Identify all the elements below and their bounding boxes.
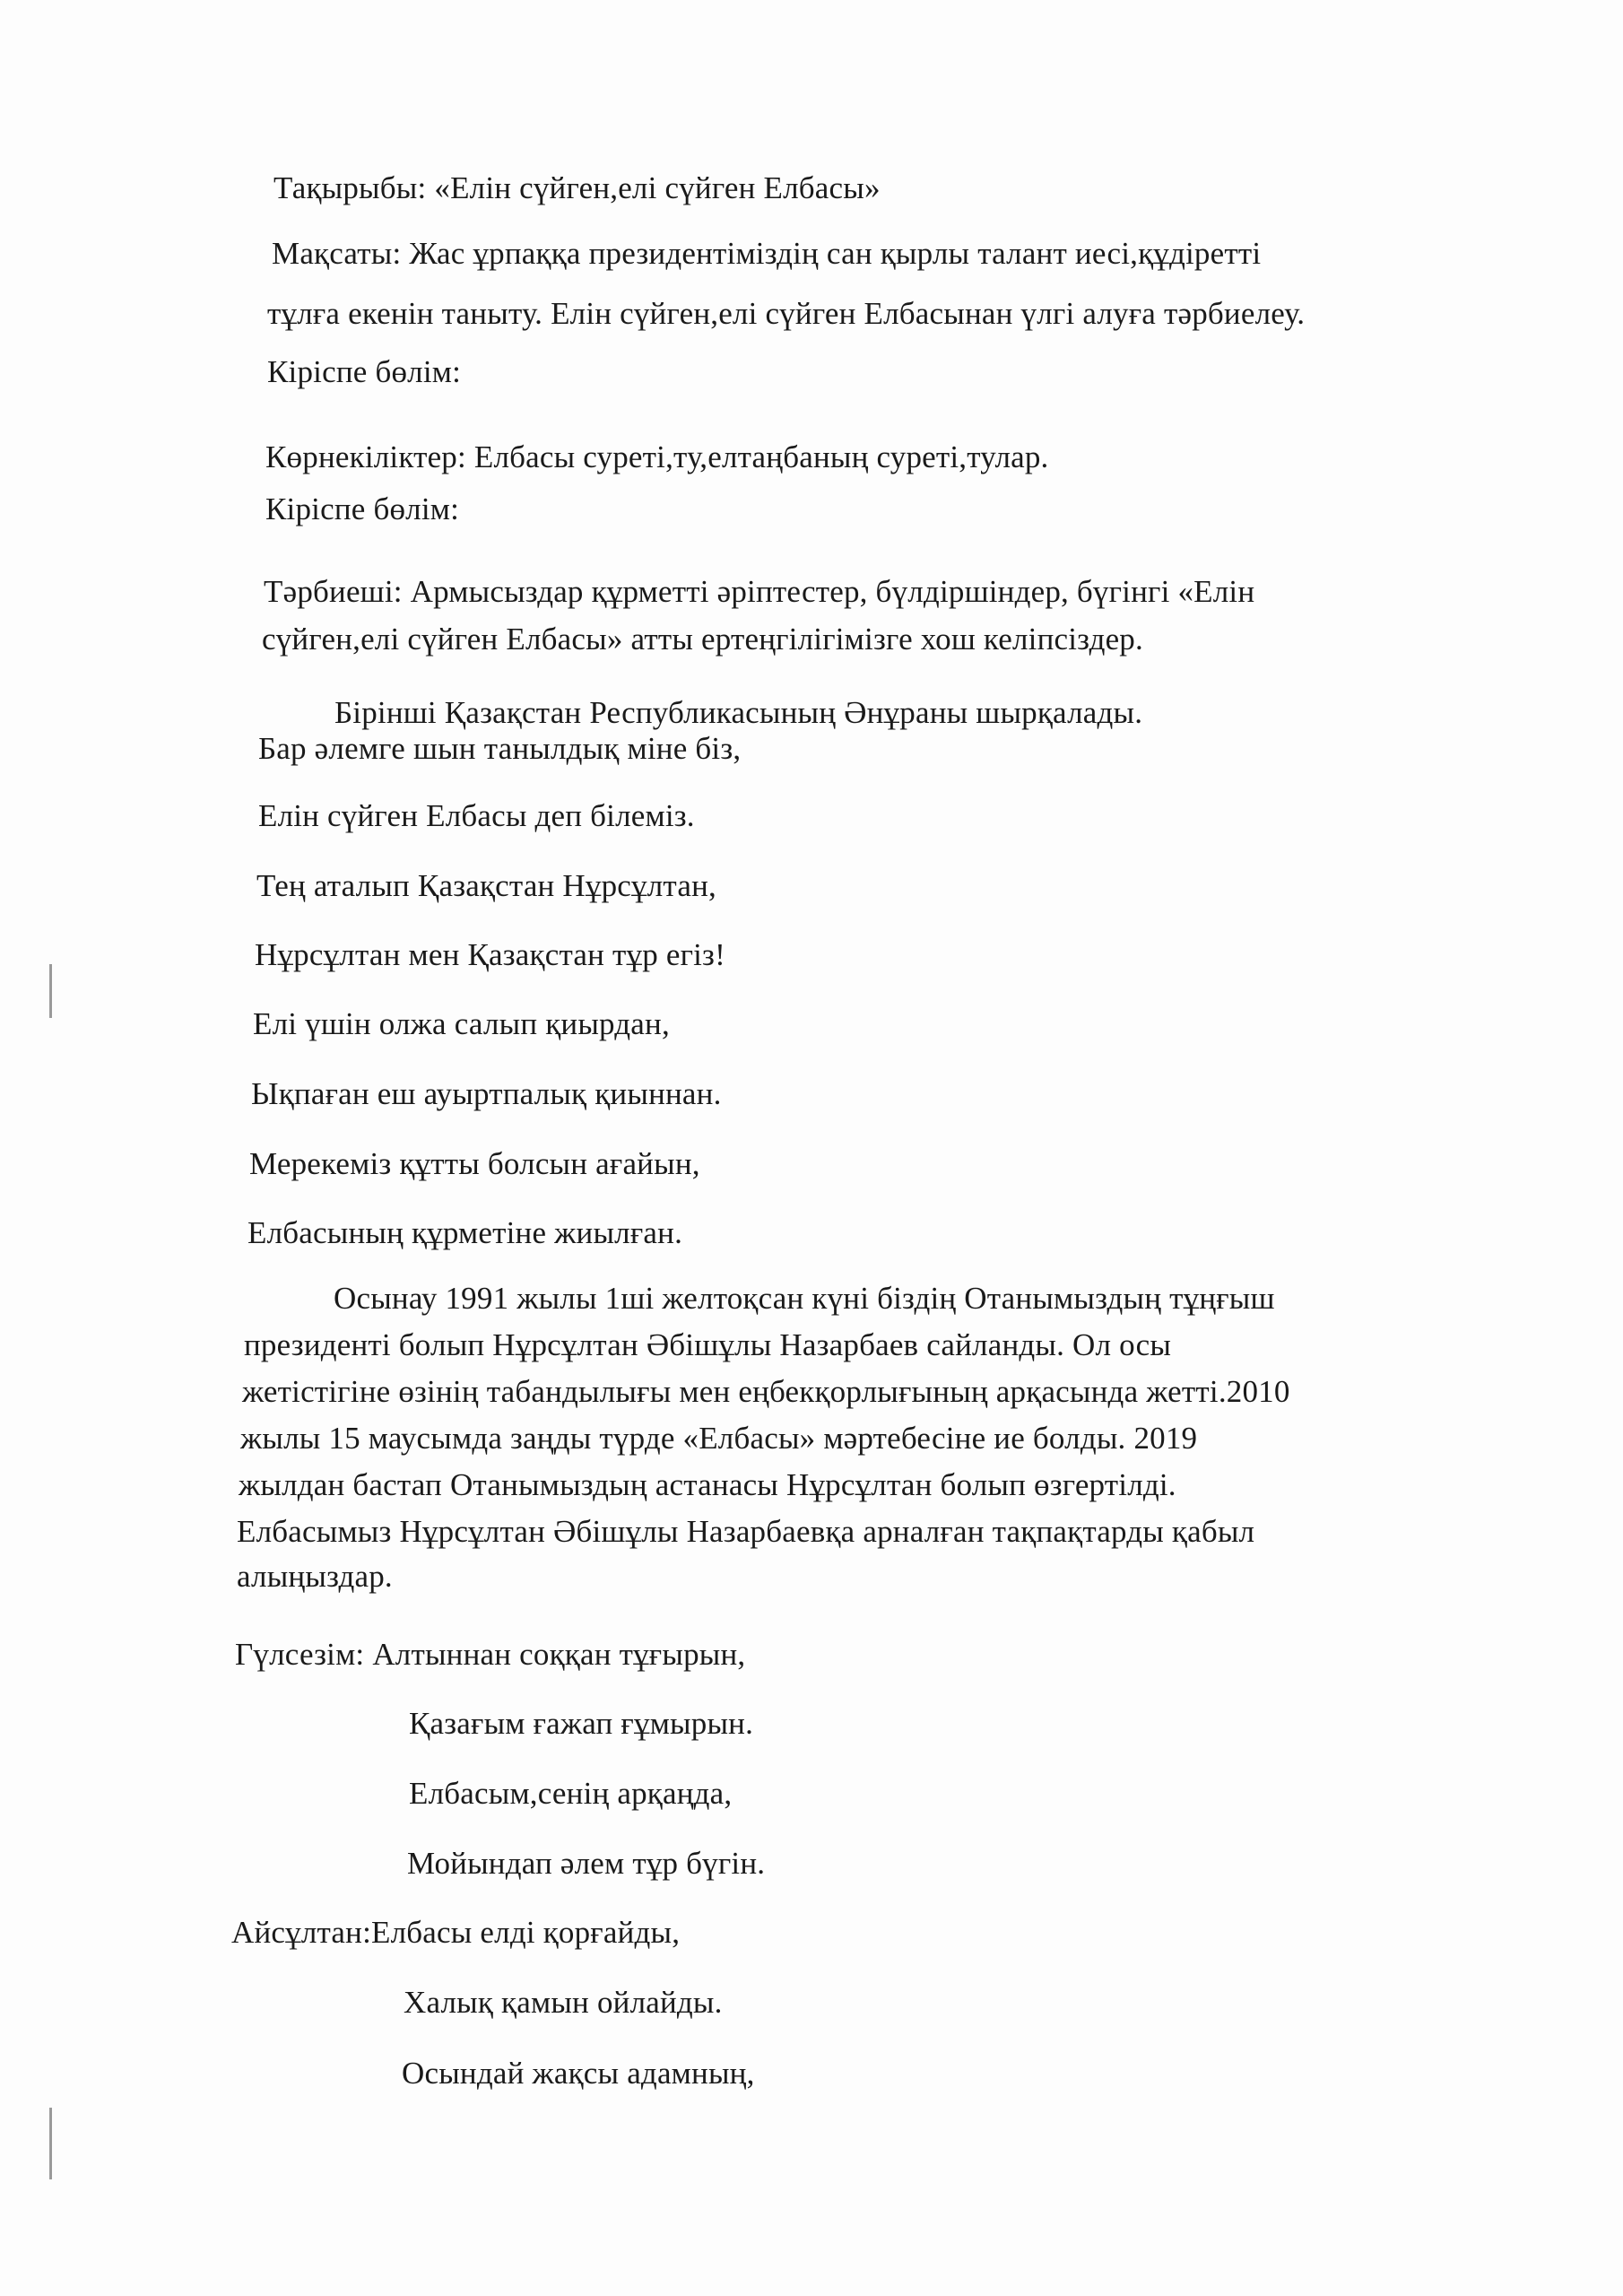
poem-line: Ықпаған еш ауыртпалық қиыннан. xyxy=(251,1076,722,1111)
goal-line: Мақсаты: Жас ұрпаққа президентіміздің сан қырлы талант иесі,құдіретті xyxy=(272,236,1262,271)
speaker-name: Айсұлтан: xyxy=(231,1915,372,1950)
paragraph-line: Елбасымыз Нұрсұлтан Әбішұлы Назарбаевқа арналған тақпақтарды қабыл xyxy=(237,1514,1255,1549)
goal-line: тұлға екенін таныту. Елін сүйген,елі сүйген Елбасынан үлгі алуға тәрбиелеу. xyxy=(267,296,1306,331)
teacher-line: Тәрбиеші: Армысыздар құрметті әріптестер, бүлдіршіндер, бүгінгі «Елін xyxy=(264,574,1255,609)
verse-line xyxy=(235,1637,745,1673)
poem-line: Елі үшін олжа салып қиырдан, xyxy=(253,1006,670,1041)
teacher-line: сүйген,елі сүйген Елбасы» атты ертеңгілігімізге хош келіпсіздер. xyxy=(262,622,1143,657)
verse-line: Халық қамын ойлайды. xyxy=(404,1985,723,2020)
verse-line: Қазағым ғажап ғұмырын. xyxy=(409,1706,754,1741)
verse-line: Елбасым,сенің арқаңда, xyxy=(409,1776,733,1811)
verse-line xyxy=(231,1915,680,1951)
poem-line: Мерекеміз құтты болсын ағайын, xyxy=(249,1146,700,1181)
paragraph-line: жылдан бастап Отанымыздың астанасы Нұрсұлтан болып өзгертілді. xyxy=(239,1467,1176,1502)
poem-line: Нұрсұлтан мен Қазақстан тұр егіз! xyxy=(255,937,725,972)
visual-aids-line: Көрнекіліктер: Елбасы суреті,ту,елтаңбаның суреті,тулар. xyxy=(265,439,1049,474)
poem-line: Елін сүйген Елбасы деп білеміз. xyxy=(258,798,695,833)
verse-line: Мойындап әлем тұр бүгін. xyxy=(407,1846,766,1881)
verse-text: Елбасы елді қорғайды, xyxy=(371,1915,681,1950)
paragraph-line: алыңыздар. xyxy=(237,1559,393,1594)
poem-line: Тең аталып Қазақстан Нұрсұлтан, xyxy=(256,868,716,903)
verse-text: Алтыннан соққан тұғырын, xyxy=(372,1637,746,1672)
intro-heading: Кіріспе бөлім: xyxy=(265,491,460,526)
anthem-line: Бірінші Қазақстан Республикасының Әнұраны шырқалады. xyxy=(334,695,1143,730)
topic-line: Тақырыбы: «Елін сүйген,елі сүйген Елбасы» xyxy=(273,170,881,205)
paragraph-line: жылы 15 маусымда заңды түрде «Елбасы» мәртебесіне ие болды. 2019 xyxy=(240,1421,1198,1456)
scan-mark xyxy=(49,2108,52,2179)
speaker-name: Гүлсезім: xyxy=(235,1637,365,1672)
verse-line: Осындай жақсы адамның, xyxy=(402,2056,755,2091)
paragraph-line: Осынау 1991 жылы 1ші желтоқсан күні біздің Отанымыздың тұңғыш xyxy=(334,1281,1275,1316)
intro-heading: Кіріспе бөлім: xyxy=(267,354,462,389)
poem-line: Елбасының құрметіне жиылған. xyxy=(247,1215,683,1250)
paragraph-line: жетістігіне өзінің табандылығы мен еңбекқорлығының арқасында жетті.2010 xyxy=(242,1374,1290,1409)
paragraph-line: президенті болып Нұрсұлтан Әбішұлы Назарбаев сайланды. Ол осы xyxy=(244,1327,1172,1362)
scan-mark xyxy=(49,964,52,1018)
poem-line: Бар әлемге шын танылдық міне біз, xyxy=(258,731,742,766)
